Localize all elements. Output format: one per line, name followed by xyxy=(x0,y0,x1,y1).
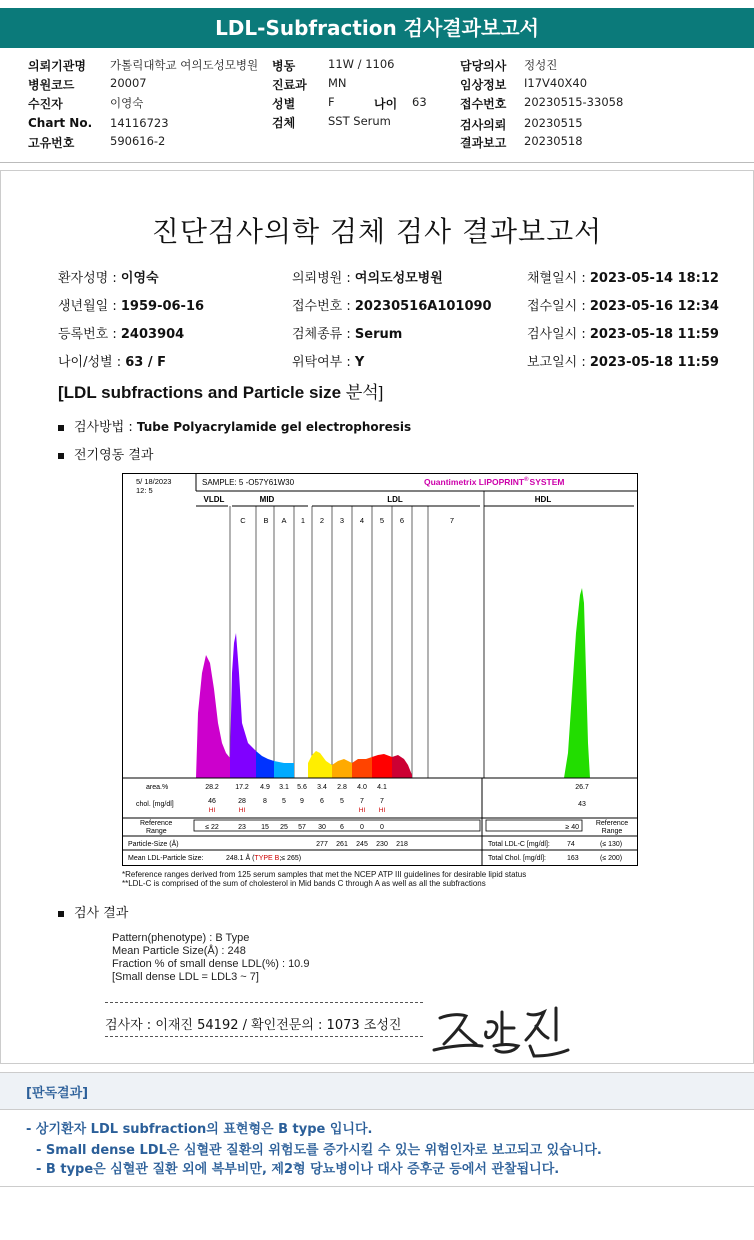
interpretation-line: - 상기환자 LDL subfraction의 표현형은 B type 입니다. xyxy=(26,1122,373,1137)
chol-value: 7 xyxy=(380,798,384,805)
total-ldl-value: 74 xyxy=(567,841,575,848)
particle-size: 277 xyxy=(316,841,328,848)
field-value: 20230515 xyxy=(524,116,583,130)
chol-value: 7 xyxy=(360,798,364,805)
hdl-ref: ≥ 40 xyxy=(565,824,579,831)
interpretation-line: - B type은 심혈관 질환 외에 복부비만, 제2형 당뇨병이나 대사 증후군 등에서 관찰됩니다. xyxy=(36,1162,560,1177)
field-value: 2023-05-14 18:12 xyxy=(589,271,719,286)
document-title: 진단검사의학 검체 검사 결과보고서 xyxy=(151,215,603,248)
area-value: 3.1 xyxy=(279,784,289,791)
chol-value: 6 xyxy=(320,798,324,805)
field-label: 성별 xyxy=(272,97,296,111)
field-label: 고유번호 xyxy=(28,136,75,150)
field-value: SST Serum xyxy=(328,114,391,128)
field-value: 20230518 xyxy=(524,134,583,148)
curve-segment xyxy=(274,761,294,778)
chol-value: 28 xyxy=(238,798,246,805)
report-title: LDL-Subfraction 검사결과보고서 xyxy=(215,16,539,40)
report-time-row xyxy=(527,351,719,370)
field-label: 의뢰병원 : xyxy=(292,271,355,286)
band-label: 1 xyxy=(300,516,306,525)
field-label: 접수번호 xyxy=(460,97,507,111)
field-value: 11W / 1106 xyxy=(328,57,395,71)
hdl-chol: 43 xyxy=(578,801,586,808)
band-label: 2 xyxy=(319,516,325,525)
field-label: Chart No. xyxy=(28,116,93,130)
signature-rule xyxy=(105,1036,423,1037)
field-label: 수진자 xyxy=(28,97,63,111)
system-name xyxy=(424,476,565,487)
row-label-chol: chol. [mg/dl] xyxy=(136,801,174,808)
field-label: 병원코드 xyxy=(28,78,75,92)
group-ldl: LDL xyxy=(387,495,403,504)
accession-row xyxy=(292,295,492,314)
total-ldl-label: Total LDL-C [mg/dl]: xyxy=(488,841,550,848)
result-bullet xyxy=(58,902,128,921)
chart-date: 5/ 18/2023 xyxy=(136,477,172,486)
result-label: 검사 결과 xyxy=(74,906,129,921)
field-value: 590616-2 xyxy=(110,134,166,148)
field-label: 검체종류 : xyxy=(292,327,355,342)
band-label: A xyxy=(281,516,287,525)
bullet-icon xyxy=(58,425,64,431)
group-mid: MID xyxy=(259,495,275,504)
ref-value: 25 xyxy=(280,824,288,831)
divider xyxy=(0,162,754,163)
handwritten-signature xyxy=(430,1000,580,1060)
ref-value: ≤ 22 xyxy=(205,824,219,831)
field-value: 이영숙 xyxy=(120,271,159,286)
divider xyxy=(0,1186,754,1187)
chol-value: 46 xyxy=(208,798,216,805)
band-label: 4 xyxy=(359,516,365,525)
request-info xyxy=(0,52,754,162)
field-value: 20007 xyxy=(110,76,147,90)
signature-line: 검사자 : 이재진 54192 / 확인전문의 : 1073 조성진 xyxy=(105,1018,402,1033)
ref-value: 57 xyxy=(298,824,306,831)
collection-time-row xyxy=(527,267,719,286)
method-bullet xyxy=(58,416,411,435)
chol-value: 8 xyxy=(263,798,267,805)
hi-flag: HI xyxy=(238,807,246,814)
area-value: 4.1 xyxy=(377,784,387,791)
section-title-en: [LDL subfractions and Particle size xyxy=(58,383,346,402)
interpretation-title: [판독결과] xyxy=(26,1086,89,1101)
field-label: 위탁여부 : xyxy=(292,355,355,370)
result-line: Pattern(phenotype) : B Type xyxy=(112,932,250,944)
total-chol-ref: (≤ 200) xyxy=(600,855,623,862)
area-value: 4.9 xyxy=(260,784,270,791)
birthdate-row xyxy=(58,295,204,314)
electrophoresis-chart xyxy=(122,473,638,866)
field-value: 20230515-33058 xyxy=(524,95,624,109)
field-label: 검체 xyxy=(272,116,296,130)
field-value: I17V40X40 xyxy=(524,76,588,90)
chol-value: 5 xyxy=(340,798,344,805)
field-value: 가톨릭대학교 여의도성모병원 xyxy=(110,58,259,72)
field-value: MN xyxy=(328,76,347,90)
patient-name-row xyxy=(58,267,159,286)
field-value: 63 / F xyxy=(125,355,167,370)
particle-size: 230 xyxy=(376,841,388,848)
total-chol-value: 163 xyxy=(567,855,579,862)
system-label: Quantimetrix LIPOPRINT xyxy=(424,477,525,487)
area-value: 3.4 xyxy=(317,784,327,791)
result-line: Fraction % of small dense LDL(%) : 10.9 xyxy=(112,958,310,970)
field-label: 등록번호 : xyxy=(58,327,121,342)
field-value: 2403904 xyxy=(120,327,185,342)
band-label: B xyxy=(263,516,269,525)
hdl-area: 26.7 xyxy=(575,784,589,791)
result-line: [Small dense LDL = LDL3 ~ 7] xyxy=(112,971,259,983)
ref-value: 0 xyxy=(380,824,384,831)
band-label: 3 xyxy=(339,516,345,525)
result-line: Mean Particle Size(Å) : 248 xyxy=(112,945,246,957)
field-label: 나이/성별 : xyxy=(58,355,126,370)
field-value: 2023-05-18 11:59 xyxy=(589,355,719,370)
particle-size: 218 xyxy=(396,841,408,848)
field-label: 접수번호 : xyxy=(292,299,355,314)
band-label: 6 xyxy=(399,516,405,525)
particle-size: 261 xyxy=(336,841,348,848)
range-label-right: Range xyxy=(601,828,623,835)
interpretation-header xyxy=(0,1072,754,1110)
field-label: 검사일시 : xyxy=(527,327,590,342)
area-value: 2.8 xyxy=(337,784,347,791)
field-label: 검사의뢰 xyxy=(460,118,507,132)
field-value: F xyxy=(328,95,335,109)
method-value: Tube Polyacrylamide gel electrophoresis xyxy=(136,420,412,434)
field-label: 채혈일시 : xyxy=(527,271,590,286)
group-vldl: VLDL xyxy=(203,495,225,504)
hi-flag: HI xyxy=(358,807,366,814)
ref-value: 0 xyxy=(360,824,364,831)
field-value: 정성진 xyxy=(524,58,558,72)
bullet-icon xyxy=(58,453,64,459)
referral-row xyxy=(292,351,364,370)
footnote-1: *Reference ranges derived from 125 serum samples that met the NCEP ATP III guidelines for desirable lipid status xyxy=(122,870,527,879)
field-label: 접수일시 : xyxy=(527,299,590,314)
electro-label: 전기영동 결과 xyxy=(74,448,154,463)
field-value: 1959-06-16 xyxy=(120,299,205,314)
hospital-row xyxy=(292,267,443,286)
footnote-2: **LDL-C is comprised of the sum of cholesterol in Mid bands C through A as well as all the subfractions xyxy=(122,879,486,888)
test-time-row xyxy=(527,323,719,342)
field-value: Serum xyxy=(354,327,403,342)
field-label: 의뢰기관명 xyxy=(28,59,86,73)
specimen-row xyxy=(292,323,402,342)
report-title-bar xyxy=(0,8,754,48)
field-label: 생년월일 : xyxy=(58,299,121,314)
band-label: 5 xyxy=(379,516,385,525)
band-label: C xyxy=(240,516,246,525)
mean-size-value xyxy=(226,853,301,862)
total-ldl-ref: (≤ 130) xyxy=(600,841,623,848)
ref-value: 30 xyxy=(318,824,326,831)
field-value: 20230516A101090 xyxy=(354,299,492,314)
mean-size-number: 248.1 Å ( xyxy=(226,855,255,862)
system-suffix: SYSTEM xyxy=(529,477,565,487)
area-value: 17.2 xyxy=(235,784,249,791)
ref-value: 23 xyxy=(238,824,246,831)
band-label: 7 xyxy=(449,516,455,525)
row-label-area: area.% xyxy=(146,784,169,791)
row-label-range: Range xyxy=(146,828,167,835)
ref-value: 6 xyxy=(340,824,344,831)
hi-flag: HI xyxy=(378,807,386,814)
group-hdl: HDL xyxy=(534,495,552,504)
field-label: 보고일시 : xyxy=(527,355,590,370)
chart-time: 12: 5 xyxy=(136,486,153,495)
field-label: 나이 xyxy=(374,97,398,111)
field-value: Y xyxy=(354,355,365,370)
row-label-reference: Reference xyxy=(140,820,173,827)
section-title-kr: 분석] xyxy=(345,383,384,402)
signature-rule xyxy=(105,1002,423,1003)
mean-size-suffix: ;≤ 265) xyxy=(279,855,302,862)
total-chol-label: Total Chol. [mg/dl]: xyxy=(488,855,546,862)
particle-size-label: Particle-Size (Å) xyxy=(128,841,179,848)
curve-segment xyxy=(372,754,392,778)
field-value: 여의도성모병원 xyxy=(354,271,443,286)
bullet-icon xyxy=(58,911,64,917)
sample-id: SAMPLE: 5 -O57Y61W30 xyxy=(202,478,295,487)
section-title xyxy=(58,378,383,403)
field-label: 진료과 xyxy=(272,78,307,92)
area-value: 5.6 xyxy=(297,784,307,791)
interpretation-line: - Small dense LDL은 심혈관 질환의 위험도를 증가시킬 수 있는 위험인자로 보고되고 있습니다. xyxy=(36,1143,602,1158)
ref-label-right: Reference xyxy=(595,820,629,827)
electro-bullet xyxy=(58,444,153,463)
field-label: 결과보고 xyxy=(460,136,507,150)
area-value: 28.2 xyxy=(205,784,219,791)
chol-value: 9 xyxy=(300,798,304,805)
ref-value: 15 xyxy=(261,824,269,831)
mean-size-label: Mean LDL-Particle Size: xyxy=(128,855,204,862)
registration-row xyxy=(58,323,184,342)
system-mark: ® xyxy=(524,477,529,483)
field-value: 2023-05-16 12:34 xyxy=(589,299,719,314)
method-label: 검사방법 : xyxy=(74,420,137,435)
field-value: 14116723 xyxy=(110,116,169,130)
chol-value: 5 xyxy=(282,798,286,805)
field-value: 63 xyxy=(412,95,427,109)
mean-size-type: TYPE B xyxy=(254,855,280,862)
field-value: 2023-05-18 11:59 xyxy=(589,327,719,342)
area-value: 4.0 xyxy=(357,784,367,791)
particle-size: 245 xyxy=(356,841,368,848)
received-time-row xyxy=(527,295,719,314)
field-label: 병동 xyxy=(272,59,296,73)
field-value: 이영숙 xyxy=(110,96,144,110)
age-sex-row xyxy=(58,351,166,370)
field-label: 환자성명 : xyxy=(58,271,121,286)
field-label: 담당의사 xyxy=(460,59,507,73)
field-label: 임상정보 xyxy=(460,78,507,92)
hi-flag: HI xyxy=(208,807,216,814)
